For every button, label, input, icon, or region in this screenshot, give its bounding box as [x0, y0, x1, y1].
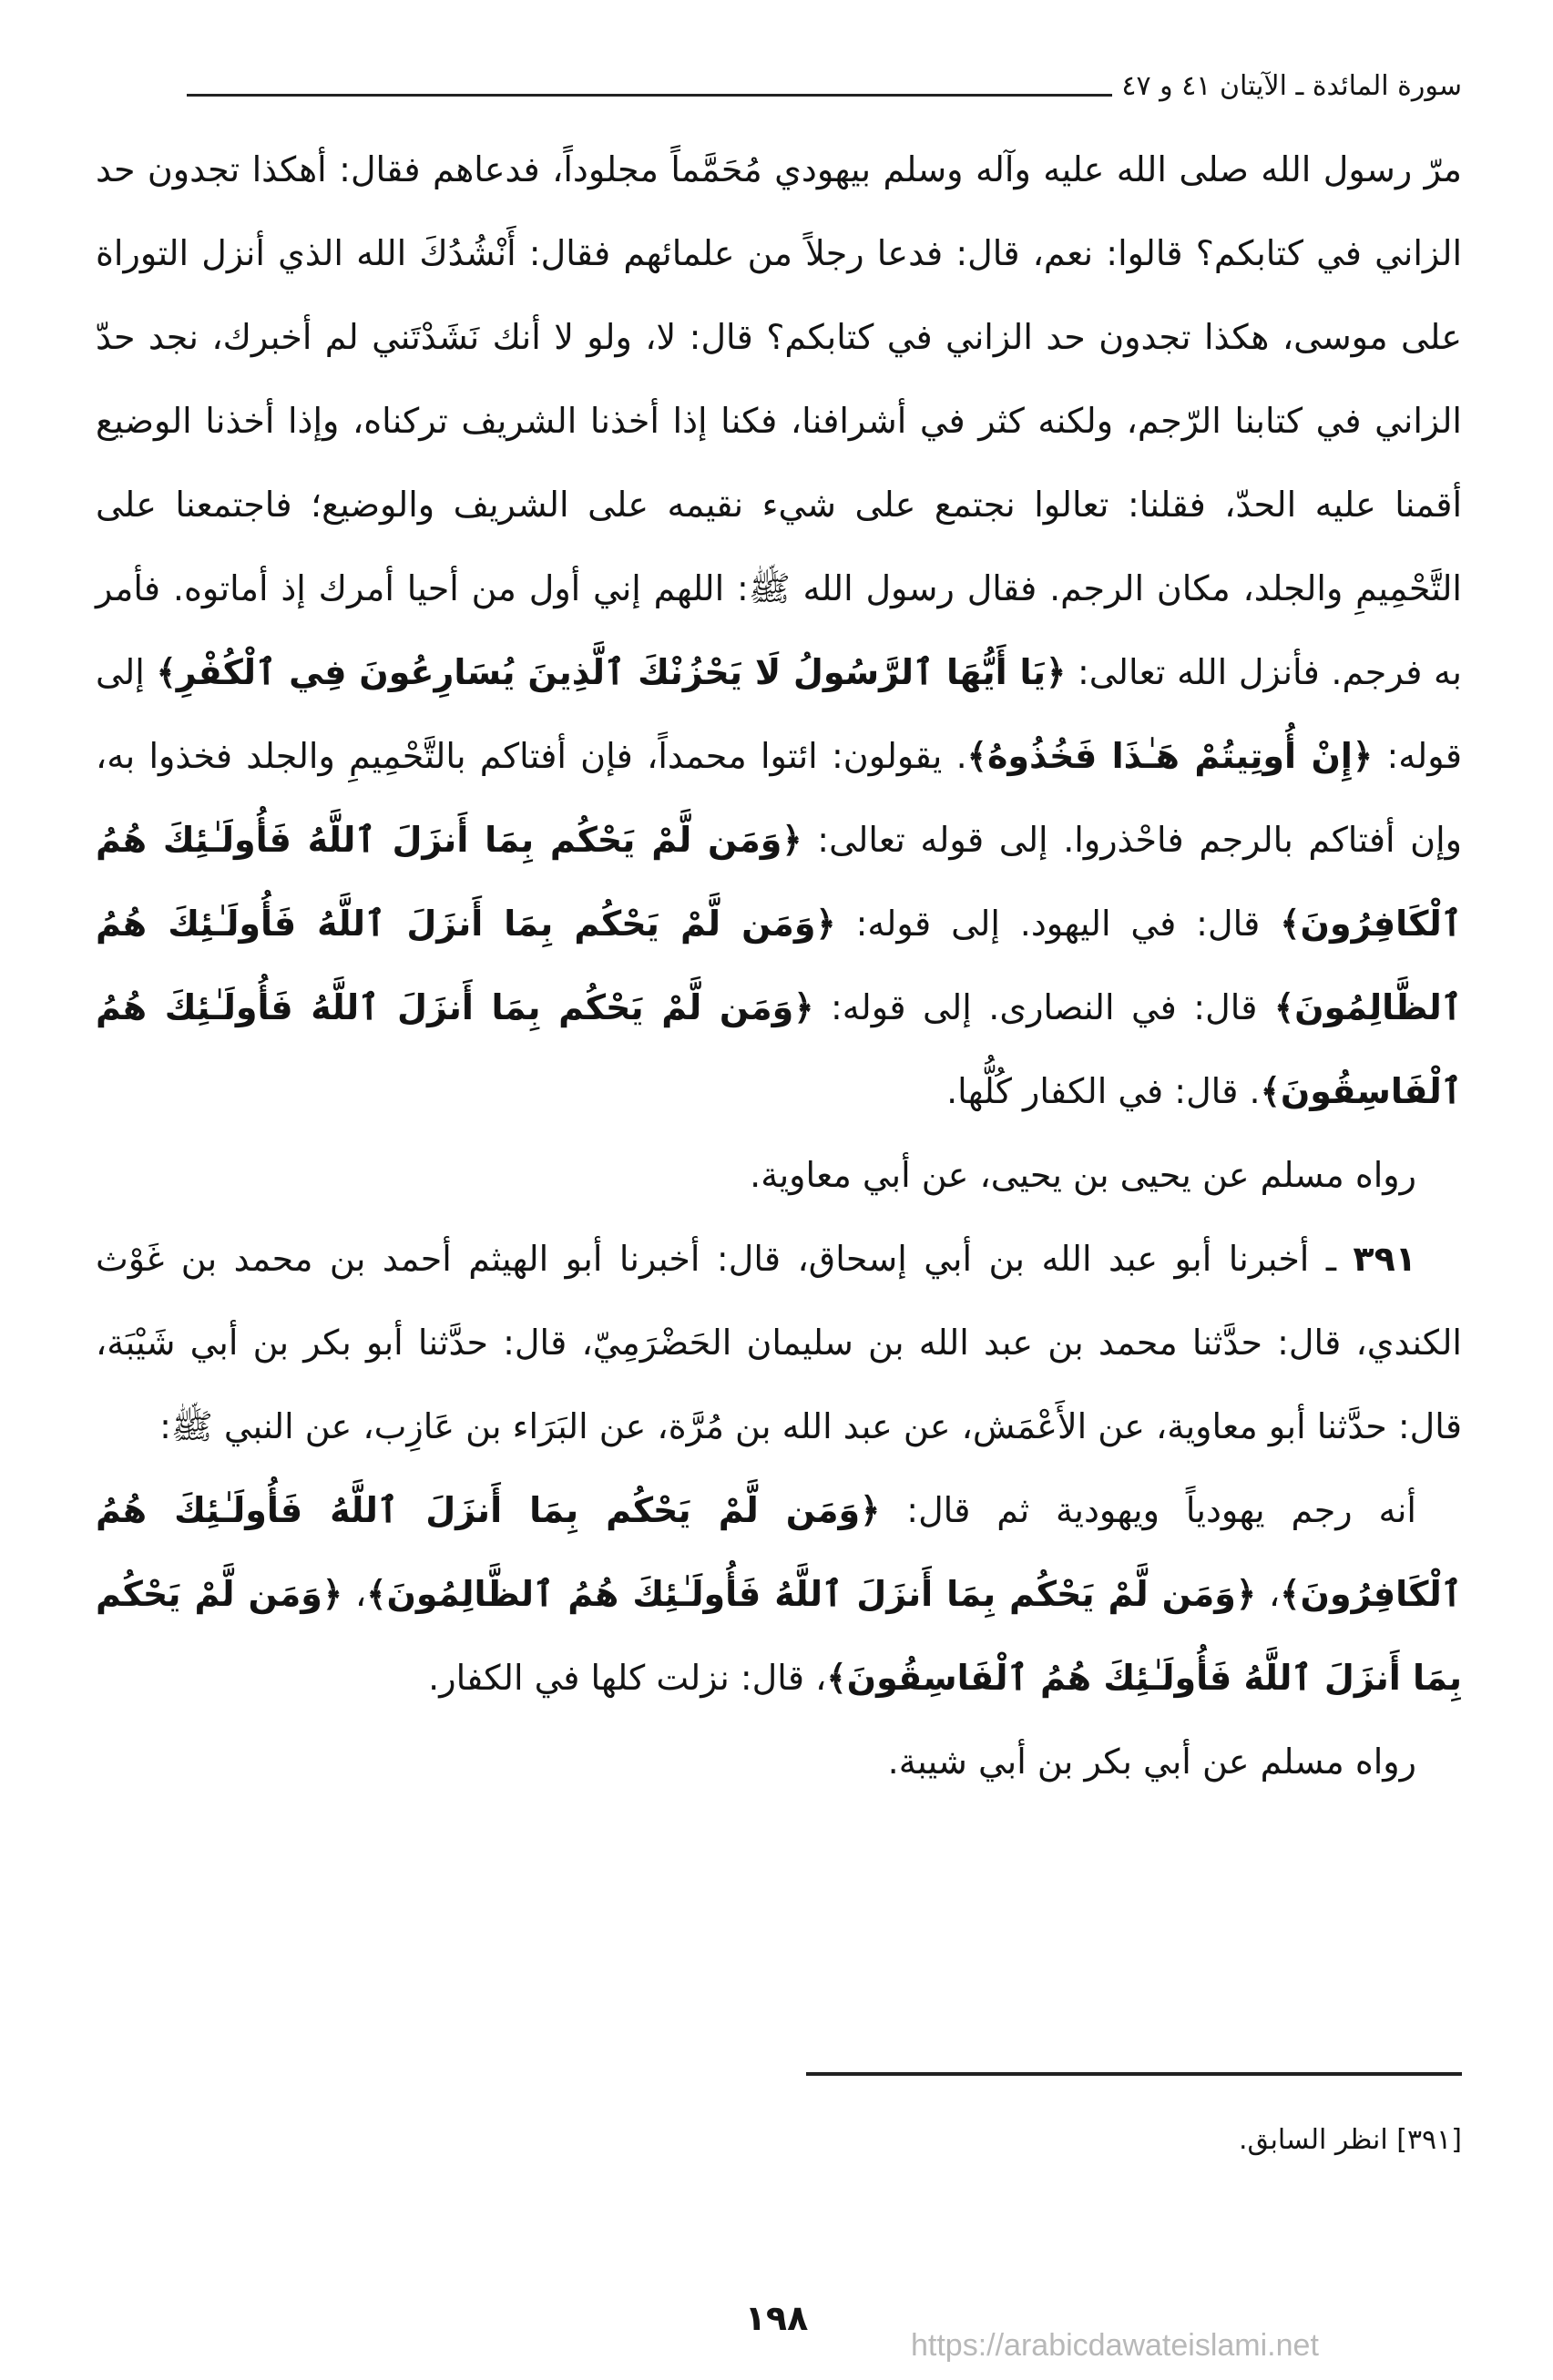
text-segment: قال: في اليهود. إلى قوله:: [835, 904, 1281, 944]
paragraph-p4: [96, 1468, 1462, 1720]
page-number: ١٩٨: [744, 2298, 809, 2338]
paragraph-p3: [96, 1217, 1462, 1468]
paragraph-p2: [96, 1133, 1462, 1217]
quran-verse: ﴿وَمَن لَّمْ يَحْكُم بِمَا أَنزَلَ ٱللَّهُ فَأُولَـٰئِكَ هُمُ ٱلْفَاسِقُونَ﴾: [96, 1574, 1462, 1698]
quran-verse: ﴿وَمَن لَّمْ يَحْكُم بِمَا أَنزَلَ ٱللَّهُ فَأُولَـٰئِكَ هُمُ ٱلْكَافِرُونَ﴾: [96, 1490, 1462, 1614]
text-segment: ،: [1256, 1574, 1281, 1614]
footnote-divider: [806, 2072, 1462, 2076]
quran-verse: ﴿يَا أَيُّهَا ٱلرَّسُولُ لَا يَحْزُنْكَ ٱلَّذِينَ يُسَارِعُونَ فِي ٱلْكُفْرِ﴾: [156, 652, 1067, 692]
text-segment: رواه مسلم عن يحيى بن يحيى، عن أبي معاوية.: [750, 1155, 1416, 1195]
main-text: [96, 128, 1462, 1803]
hadith-number: ٣٩١: [1353, 1239, 1416, 1279]
quran-verse: ﴿وَمَن لَّمْ يَحْكُم بِمَا أَنزَلَ ٱللَّهُ فَأُولَـٰئِكَ هُمُ ٱلظَّالِمُونَ﴾: [96, 904, 1462, 1027]
quran-verse: ﴿إِنْ أُوتِيتُمْ هَـٰذَا فَخُذُوهُ﴾: [966, 736, 1374, 776]
header-rule: [187, 94, 1112, 97]
text-segment: رواه مسلم عن أبي بكر بن أبي شيبة.: [887, 1742, 1416, 1782]
text-segment: قال: في النصارى. إلى قوله:: [813, 987, 1274, 1027]
quran-verse: ﴿وَمَن لَّمْ يَحْكُم بِمَا أَنزَلَ ٱللَّهُ فَأُولَـٰئِكَ هُمُ ٱلْكَافِرُونَ﴾: [96, 820, 1462, 944]
text-segment: ،: [342, 1574, 367, 1614]
text-segment: مرّ رسول الله صلى الله عليه وآله وسلم بيهودي مُحَمَّماً مجلوداً، فدعاهم فقال: أهكذا تجدون حد الزاني في كتابكم؟ قالوا: نعم، قال: فدعا رجلاً من علمائهم فقال: أَنْشُدُكَ الله الذي أنزل التوراة على موسى، هكذا تجدون حد الزاني في كتابكم؟ قال: لا، ولو لا أنك نَشَدْتَني لم أخبرك، نجد حدّ الزاني في كتابنا الرّجم، ولكنه كثر في أشرافنا، فكنا إذا أخذنا الشريف تركناه، وإذا أخذنا الوضيع أقمنا عليه الحدّ، فقلنا: تعالوا نجتمع على شيء نقيمه على الشريف والوضيع؛ فاجتمعنا على التَّحْمِيمِ والجلد، مكان الرجم. فقال رسول الله ﷺ: اللهم إني أول من أحيا أمرك إذ أماتوه. فأمر به فرجم. فأنزل الله تعالى:: [96, 149, 1462, 692]
watermark-url: https://arabicdawateislami.net: [911, 2328, 1319, 2363]
text-segment: أنه رجم يهودياً ويهودية ثم قال:: [880, 1490, 1416, 1530]
header-title: سورة المائدة ـ الآيتان ٤١ و ٤٧: [1121, 70, 1462, 102]
text-segment: ـ أخبرنا أبو عبد الله بن أبي إسحاق، قال: أخبرنا أبو الهيثم أحمد بن محمد بن غَوْث الكندي، قال: حدَّثنا محمد بن عبد الله بن سليمان الحَضْرَمِيّ، قال: حدَّثنا أبو بكر بن أبي شَيْبَة، قال: حدَّثنا أبو معاوية، عن الأَعْمَش، عن عبد الله بن مُرَّة، عن البَرَاء بن عَازِب، عن النبي ﷺ:: [96, 1239, 1462, 1446]
paragraph-p5: [96, 1720, 1462, 1803]
text-segment: . قال: في الكفار كُلُّها.: [946, 1071, 1261, 1111]
text-segment: . يقولون: ائتوا محمداً، فإن أفتاكم بالتَّحْمِيمِ والجلد فخذوا به، وإن أفتاكم بالرجم فاحْذروا. إلى قوله تعالى:: [96, 736, 1462, 860]
quran-verse: ﴿وَمَن لَّمْ يَحْكُم بِمَا أَنزَلَ ٱللَّهُ فَأُولَـٰئِكَ هُمُ ٱلْفَاسِقُونَ﴾: [96, 987, 1462, 1111]
text-segment: ، قال: نزلت كلها في الكفار.: [428, 1658, 827, 1698]
paragraph-p1: [96, 128, 1462, 1133]
running-header: [187, 64, 1462, 100]
text-segment: إلى قوله:: [96, 652, 1463, 776]
quran-verse: ﴿وَمَن لَّمْ يَحْكُم بِمَا أَنزَلَ ٱللَّهُ فَأُولَـٰئِكَ هُمُ ٱلظَّالِمُونَ﴾: [366, 1574, 1257, 1614]
footnote: [٣٩١] انظر السابق.: [1239, 2124, 1462, 2156]
